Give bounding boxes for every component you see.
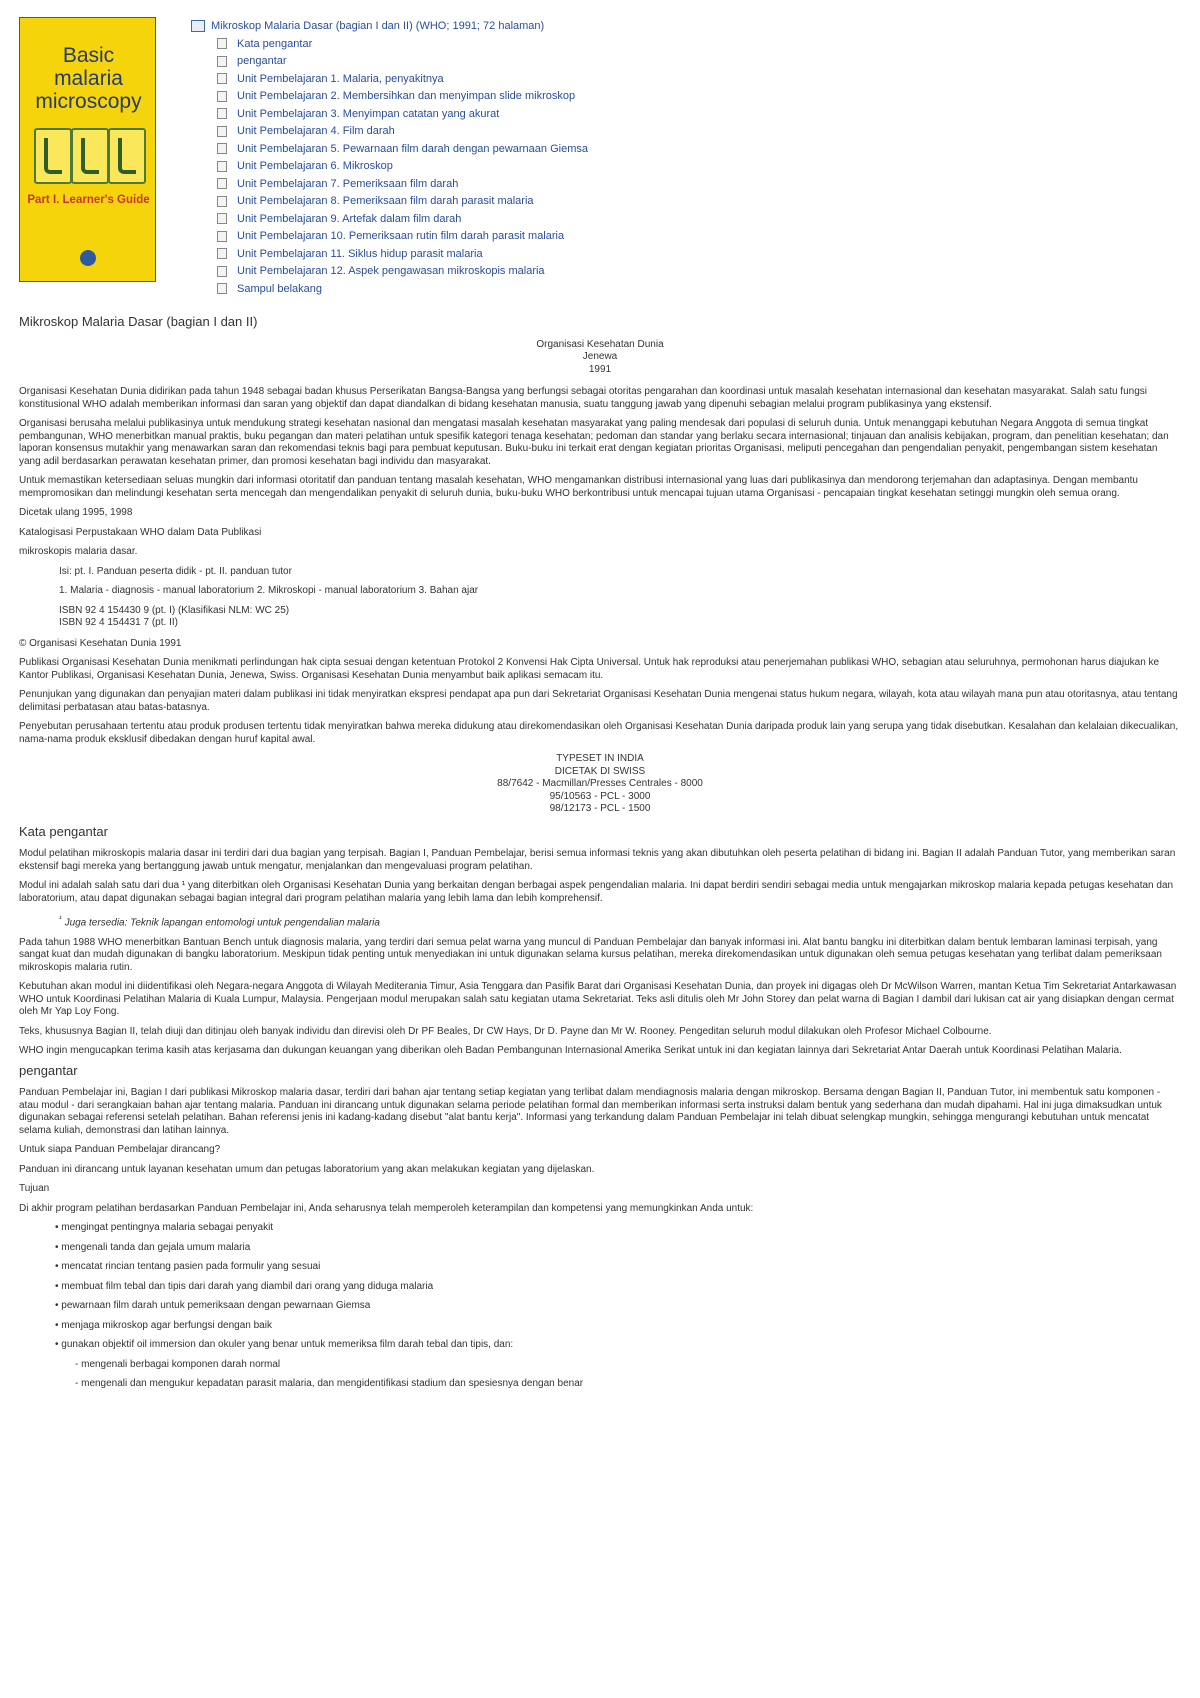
copyright: © Organisasi Kesehatan Dunia 1991	[19, 637, 182, 649]
toc-book-link[interactable]: Mikroskop Malaria Dasar (bagian I dan II) (WHO; 1991; 72 halaman)	[191, 17, 1091, 35]
question-heading: Untuk siapa Panduan Pembelajar dirancang?	[19, 1144, 221, 1156]
toc-item[interactable]: Unit Pembelajaran 1. Malaria, penyakitnya	[217, 70, 1091, 88]
list-item: • membuat film tebal dan tipis dari darah yang diambil dari orang yang diduga malaria	[55, 1280, 434, 1292]
page-icon	[217, 126, 227, 137]
cover-subtitle: Part I. Learner's Guide	[27, 194, 150, 206]
toc-item[interactable]: Unit Pembelajaran 11. Siklus hidup parasit malaria	[217, 245, 1091, 263]
isbn-block: ISBN 92 4 154430 9 (pt. I) (Klasifikasi NLM: WC 25) ISBN 92 4 154431 7 (pt. II)	[59, 604, 290, 628]
header-section	[19, 17, 1179, 295]
paragraph: Modul ini adalah salah satu dari dua ¹ yang diterbitkan oleh Organisasi Kesehatan Dunia yang berkaitan dengan berbagai aspek pengendalian malaria. Ini dapat berdiri sendiri sebagai media untuk mengajarkan mikroskop malaria kepada petugas kesehatan dan laboratorium, atau dapat digunakan sebagai bagian integral dari program pelatihan malaria yang lebih lama dan lebih komprehensif.	[19, 880, 1174, 904]
paragraph: Penyebutan perusahaan tertentu atau produk produsen tertentu tidak menyiratkan bahwa mereka didukung atau direkomendasikan oleh Organisasi Kesehatan Dunia daripada produk lain yang serupa yang tidak disebutkan. Kesalahan dan kelalaian dikecualikan, nama-nama produk eksklusif dibedakan dengan huruf kapital awal.	[19, 721, 1179, 745]
microscope-icon	[108, 128, 146, 184]
microscope-icon	[71, 128, 109, 184]
page-icon	[217, 161, 227, 172]
page-icon	[217, 231, 227, 242]
publisher-block: Organisasi Kesehatan Dunia Jenewa 1991	[536, 338, 664, 375]
page-icon	[217, 266, 227, 277]
print-info: TYPESET IN INDIA DICETAK DI SWISS 88/7642 - Macmillan/Presses Centrales - 8000 95/10563 - PCL - 3000 98/12173 - PCL - 1500	[497, 753, 703, 814]
paragraph: Organisasi berusaha melalui publikasinya untuk mendukung strategi kesehatan nasional dan mengatasi masalah kesehatan masyarakat yang paling mendesak dari populasi di seluruh dunia. Untuk menanggapi kebutuhan Negara Anggota di semua tingkat pembangunan, WHO menerbitkan manual praktis, buku pegangan dan materi pelatihan untuk spesifik kategori tenaga kesehatan; pedoman dan standar yang berlaku secara internasional; tinjauan dan analisis kebijakan, program, dan penelitian kesehatan; dan laporan konsensus mutakhir yang menawarkan saran dan rekomendasi teknis bagi para pembuat keputusan. Buku-buku ini terkait erat dengan kegiatan prioritas Organisasi, meliputi pencegahan dan pengendalian penyakit, pengembangan sistem kesehatan yang adil berdasarkan perawatan kesehatan primer, dan promosi kesehatan bagi individu dan masyarakat.	[19, 418, 1169, 467]
paragraph: Modul pelatihan mikroskopis malaria dasar ini terdiri dari dua bagian yang terpisah. Bagian I, Panduan Pembelajar, berisi semua informasi teknis yang akan dibutuhkan oleh peserta pelatihan di bidang ini. Bagian II adalah Panduan Tutor, yang memberikan saran ekstensif bagi mereka yang bertanggung jawab untuk mengatur, menjalankan dan mengevaluasi program pelatihan.	[19, 848, 1176, 872]
paragraph: Untuk memastikan ketersediaan seluas mungkin dari informasi otoritatif dan panduan tentang masalah kesehatan, WHO mengamankan distribusi internasional yang luas dari publikasinya dan mendorong terjemahan dan adaptasinya. Dengan membantu mempromosikan dan melindungi kesehatan serta mencegah dan mengendalikan penyakit di seluruh dunia, buku-buku WHO berkontribusi untuk mencapai tujuan utama Organisasi - pencapaian tingkat kesehatan setinggi mungkin oleh semua orang.	[19, 475, 1138, 499]
toc-item[interactable]: pengantar	[217, 53, 1091, 71]
paragraph: Kebutuhan akan modul ini diidentifikasi oleh Negara-negara Anggota di Wilayah Mediterania Timur, Asia Tenggara dan Pasifik Barat dari Organisasi Kesehatan Dunia, dan proyek ini digagas oleh Dr McWilson Warren, mantan Ketua Tim Sekretariat Antarkawasan WHO untuk Koordinasi Pelatihan Malaria di Kuala Lumpur, Malaysia. Pengerjaan modul merupakan salah satu kegiatan utama Sekretariat. Teks asli ditulis oleh Mr John Storey dan pelat warna di Bagian I dambil dari lukisan cat air yang disiapkan dengan cermat oleh Mr Yap Loy Fong.	[19, 981, 1177, 1018]
toc-item[interactable]: Unit Pembelajaran 2. Membersihkan dan menyimpan slide mikroskop	[217, 88, 1091, 106]
document-title: Mikroskop Malaria Dasar (bagian I dan II)	[19, 314, 258, 329]
toc-item[interactable]: Unit Pembelajaran 3. Menyimpan catatan yang akurat	[217, 105, 1091, 123]
who-logo-icon	[80, 250, 96, 266]
footnote: $^{^1}$ Juga tersedia: Teknik lapangan entomologi untuk pengendalian malaria	[59, 913, 380, 929]
toc-item[interactable]: Unit Pembelajaran 7. Pemeriksaan film darah	[217, 175, 1091, 193]
catalog-line: 1. Malaria - diagnosis - manual laboratorium 2. Mikroskopi - manual laboratorium 3. Bahan ajar	[59, 585, 479, 596]
book-cover-image[interactable]	[19, 17, 156, 282]
list-item: • mencatat rincian tentang pasien pada formulir yang sesuai	[55, 1261, 321, 1273]
tujuan-heading: Tujuan	[19, 1183, 50, 1195]
book-icon	[191, 20, 205, 32]
toc-item[interactable]: Unit Pembelajaran 6. Mikroskop	[217, 158, 1091, 176]
page-icon	[217, 143, 227, 154]
paragraph: Publikasi Organisasi Kesehatan Dunia menikmati perlindungan hak cipta sesuai dengan ketentuan Protokol 2 Konvensi Hak Cipta Universal. Untuk hak reproduksi atau penerjemahan publikasi WHO, sebagian atau seluruhnya, permohonan harus diajukan ke Kantor Publikasi, Organisasi Kesehatan Dunia, Jenewa, Swiss. Organisasi Kesehatan Dunia menyambut baik aplikasi semacam itu.	[19, 657, 1160, 681]
list-item: • pewarnaan film darah untuk pemeriksaan dengan pewarnaan Giemsa	[55, 1300, 371, 1312]
document-body	[19, 316, 1181, 1398]
page-icon	[217, 248, 227, 259]
microscope-icon	[34, 128, 72, 184]
toc-item[interactable]: Unit Pembelajaran 9. Artefak dalam film darah	[217, 210, 1091, 228]
page-icon	[217, 283, 227, 294]
cover-title: Basic malaria microscopy	[35, 44, 142, 113]
page-icon	[217, 73, 227, 84]
paragraph: Pada tahun 1988 WHO menerbitkan Bantuan Bench untuk diagnosis malaria, yang terdiri dari semua pelat warna yang muncul di Panduan Pembelajar dan banyak informasi ini. Alat bantu bangku ini diterbitkan dalam bentuk lembaran laminasi terpisah, yang sangat kuat dan mudah digunakan di bangku laboratorium. Meskipun tidak penting untuk menyediakan ini untuk digunakan selama kursus pelatihan, mereka direkomendasikan untuk digunakan oleh semua petugas kesehatan yang terlibat dalam pemeriksaan mikroskopis malaria rutin.	[19, 936, 1162, 973]
paragraph: Panduan ini dirancang untuk layanan kesehatan umum dan petugas laboratorium yang akan melakukan kegiatan yang dijelaskan.	[19, 1163, 595, 1175]
page-icon	[217, 38, 227, 49]
page-icon	[217, 91, 227, 102]
page-icon	[217, 178, 227, 189]
toc-item[interactable]: Unit Pembelajaran 4. Film darah	[217, 123, 1091, 141]
list-item: • mengenali tanda dan gejala umum malaria	[55, 1241, 251, 1253]
list-item: • gunakan objektif oil immersion dan okuler yang benar untuk memeriksa film darah tebal dan tipis, dan:	[55, 1339, 514, 1351]
toc-item[interactable]: Unit Pembelajaran 10. Pemeriksaan rutin film darah parasit malaria	[217, 228, 1091, 246]
toc-item[interactable]: Sampul belakang	[217, 280, 1091, 298]
reprint-note: Dicetak ulang 1995, 1998	[19, 507, 133, 518]
page-icon	[217, 108, 227, 119]
catalog-line: Isi: pt. I. Panduan peserta didik - pt. II. panduan tutor	[59, 565, 292, 577]
section-heading-pengantar: pengantar	[19, 1062, 78, 1078]
list-item: • menjaga mikroskop agar berfungsi dengan baik	[55, 1319, 272, 1331]
paragraph: Di akhir program pelatihan berdasarkan Panduan Pembelajar ini, Anda seharusnya telah memperoleh keterampilan dan kompetensi yang memungkinkan Anda untuk:	[19, 1202, 754, 1214]
toc-item[interactable]: Unit Pembelajaran 12. Aspek pengawasan mikroskopis malaria	[217, 263, 1091, 281]
paragraph: WHO ingin mengucapkan terima kasih atas kerjasama dan dukungan keuangan yang diberikan oleh Badan Pembangunan Internasional Amerika Serikat untuk ini dan kegiatan lainnya dari Sekretariat Antar Daerah untuk Koordinasi Pelatihan Malaria.	[19, 1045, 1122, 1057]
page-icon	[217, 56, 227, 67]
catalog-heading: Katalogisasi Perpustakaan WHO dalam Data Publikasi	[19, 526, 262, 538]
page-icon	[217, 196, 227, 207]
list-item: • mengingat pentingnya malaria sebagai penyakit	[55, 1222, 274, 1234]
catalog-title: mikroskopis malaria dasar.	[19, 546, 138, 557]
toc-item[interactable]: Kata pengantar	[217, 35, 1091, 53]
page-icon	[217, 213, 227, 224]
toc-item[interactable]: Unit Pembelajaran 5. Pewarnaan film darah dengan pewarnaan Giemsa	[217, 140, 1091, 158]
sub-list-item: - mengenali berbagai komponen darah normal	[75, 1358, 281, 1370]
section-heading-kata-pengantar: Kata pengantar	[19, 823, 108, 839]
paragraph: Penunjukan yang digunakan dan penyajian materi dalam publikasi ini tidak menyiratkan ekspresi pendapat apa pun dari Sekretariat Organisasi Kesehatan Dunia mengenai status hukum negara, wilayah, kota atau wilayah mana pun atau otoritasnya, atau tentang delimitasi perbatasan atau batas-batasnya.	[19, 689, 1178, 713]
sub-list-item: - mengenali dan mengukur kepadatan parasit malaria, dan mengidentifikasi stadium dan spesiesnya dengan benar	[75, 1378, 584, 1390]
paragraph: Organisasi Kesehatan Dunia didirikan pada tahun 1948 sebagai badan khusus Perserikatan Bangsa-Bangsa yang berfungsi sebagai otoritas pengarahan dan koordinasi untuk masalah kesehatan internasional dan kesehatan masyarakat. Salah satu fungsi konstitusional WHO adalah memberikan informasi dan saran yang objektif dan dapat diandalkan di bidang kesehatan manusia, suatu tanggung jawab yang dipenuhi sebagian melalui program publikasinya yang ekstensif.	[19, 386, 1147, 410]
toc-item[interactable]: Unit Pembelajaran 8. Pemeriksaan film darah parasit malaria	[217, 193, 1091, 211]
paragraph: Teks, khususnya Bagian II, telah diuji dan ditinjau oleh banyak individu dan direvisi oleh Dr PF Beales, Dr CW Hays, Dr D. Payne dan Mr W. Rooney. Pengeditan seluruh modul dilakukan oleh Profesor Michael Colbourne.	[19, 1025, 992, 1037]
paragraph: Panduan Pembelajar ini, Bagian I dari publikasi Mikroskop malaria dasar, terdiri dari bahan ajar tentang setiap kegiatan yang terlibat dalam mendiagnosis malaria dengan mikroskop. Bersama dengan Bagian II, Panduan Tutor, ini membentuk satu komponen - atau modul - dari serangkaian bahan ajar tentang malaria. Panduan ini dirancang untuk digunakan selama periode pelatihan formal dan memberikan informasi serta instruksi dalam bentuk yang sederhana dan mudah dipahami. Hal ini juga dimaksudkan untuk digunakan sebagai referensi setelah pelatihan. Bahan referensi jenis ini kadang-kadang disebut "alat bantu kerja". Informasi yang terkandung dalam Panduan Pembelajar ini telah dibuat selengkap mungkin, sehingga mengurangi kebutuhan untuk mencatat selama kuliah, demonstrasi dan latihan lainnya.	[19, 1087, 1162, 1136]
table-of-contents	[191, 17, 1091, 298]
